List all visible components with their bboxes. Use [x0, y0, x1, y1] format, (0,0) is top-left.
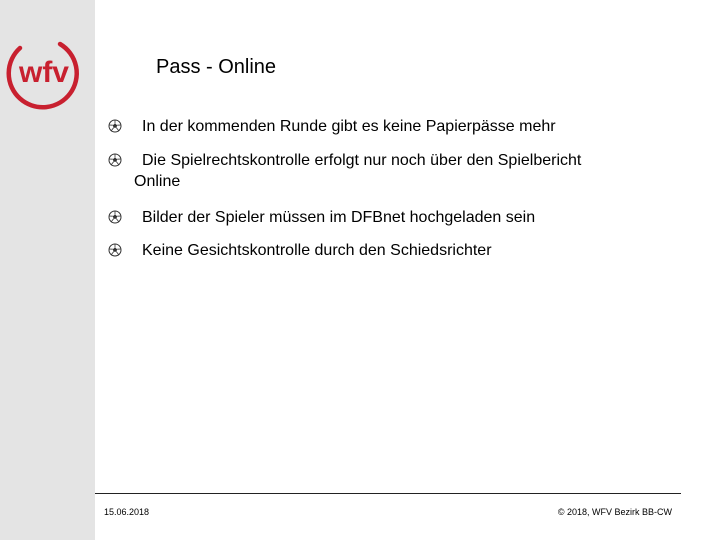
bullet-item: [108, 240, 668, 261]
soccer-ball-icon: [108, 243, 122, 257]
bullet-text: Die Spielrechtskontrolle erfolgt nur noch über den Spielbericht: [142, 152, 582, 169]
footer-copyright: © 2018, WFV Bezirk BB-CW: [557, 507, 672, 517]
footer-date: 15.06.2018: [104, 507, 150, 517]
soccer-ball-icon: [108, 119, 122, 133]
bullet-text-continuation: Online: [134, 173, 181, 190]
bullet-item: [108, 150, 668, 192]
soccer-ball-icon: [108, 210, 122, 224]
slide-title: Pass - Online: [156, 56, 277, 78]
wfv-logo-graphic: [2, 36, 90, 112]
bullet-text: In der kommenden Runde gibt es keine Papierpässe mehr: [142, 118, 556, 135]
bullet-item: [108, 207, 668, 228]
bullet-item: [108, 116, 668, 137]
bullet-text: Bilder der Spieler müssen im DFBnet hochgeladen sein: [142, 209, 536, 226]
wfv-logo: [2, 36, 90, 112]
logo-text: wfv: [18, 56, 70, 89]
bullet-list: [108, 116, 668, 261]
soccer-ball-icon: [108, 153, 122, 167]
sidebar-panel: [0, 0, 95, 540]
footer-divider: [95, 493, 681, 494]
bullet-text: Keine Gesichtskontrolle durch den Schiedsrichter: [142, 242, 492, 259]
